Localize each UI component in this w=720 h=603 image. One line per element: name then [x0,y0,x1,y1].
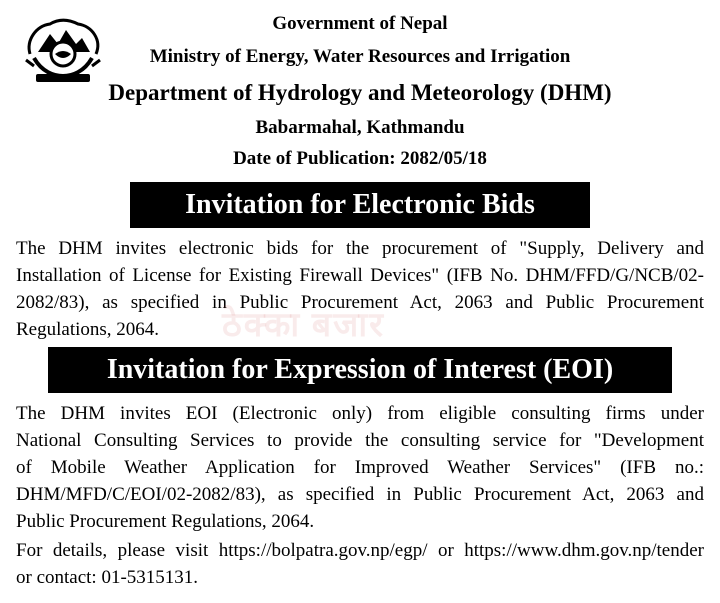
watermark-logo: ठेक्का बजार [222,307,386,344]
paragraph-line: National Consulting Services to provide the consulting service for "Development [16,430,704,451]
paragraph-line: The DHM invites EOI (Electronic only) from eligible consulting firms under [16,403,704,424]
paragraph-line: Regulations, 2064. [16,319,160,340]
contact-paragraph [16,537,704,591]
eoi-paragraph [16,400,704,535]
ministry-title: Ministry of Energy, Water Resources and Irrigation [149,46,571,67]
paragraph-line: 2082/83), as specified in Public Procurement Act, 2063 and Public Procurement [16,292,704,313]
paragraph-line: Public Procurement Regulations, 2064. [16,511,315,532]
address: Babarmahal, Kathmandu [255,117,465,138]
contact-line: or contact: 01-5315131. [16,567,199,588]
bids-banner: Invitation for Electronic Bids [130,182,590,228]
publication-date: Date of Publication: 2082/05/18 [233,148,487,169]
eoi-banner: Invitation for Expression of Interest (EOI) [48,347,672,393]
contact-line: For details, please visit https://bolpatra.gov.np/egp/ or https://www.dhm.gov.np/tender [16,540,704,561]
department-title: Department of Hydrology and Meteorology (DHM) [108,80,612,105]
government-title: Government of Nepal [272,13,448,34]
paragraph-line: The DHM invites electronic bids for the procurement of "Supply, Delivery and [16,238,704,259]
paragraph-line: of Mobile Weather Application for Improved Weather Services" (IFB no.: [16,457,704,478]
paragraph-line: DHM/MFD/C/EOI/02-2082/83), as specified in Public Procurement Act, 2063 and [16,484,704,505]
paragraph-line: Installation of License for Existing Firewall Devices" (IFB No. DHM/FFD/G/NCB/02- [16,265,704,286]
